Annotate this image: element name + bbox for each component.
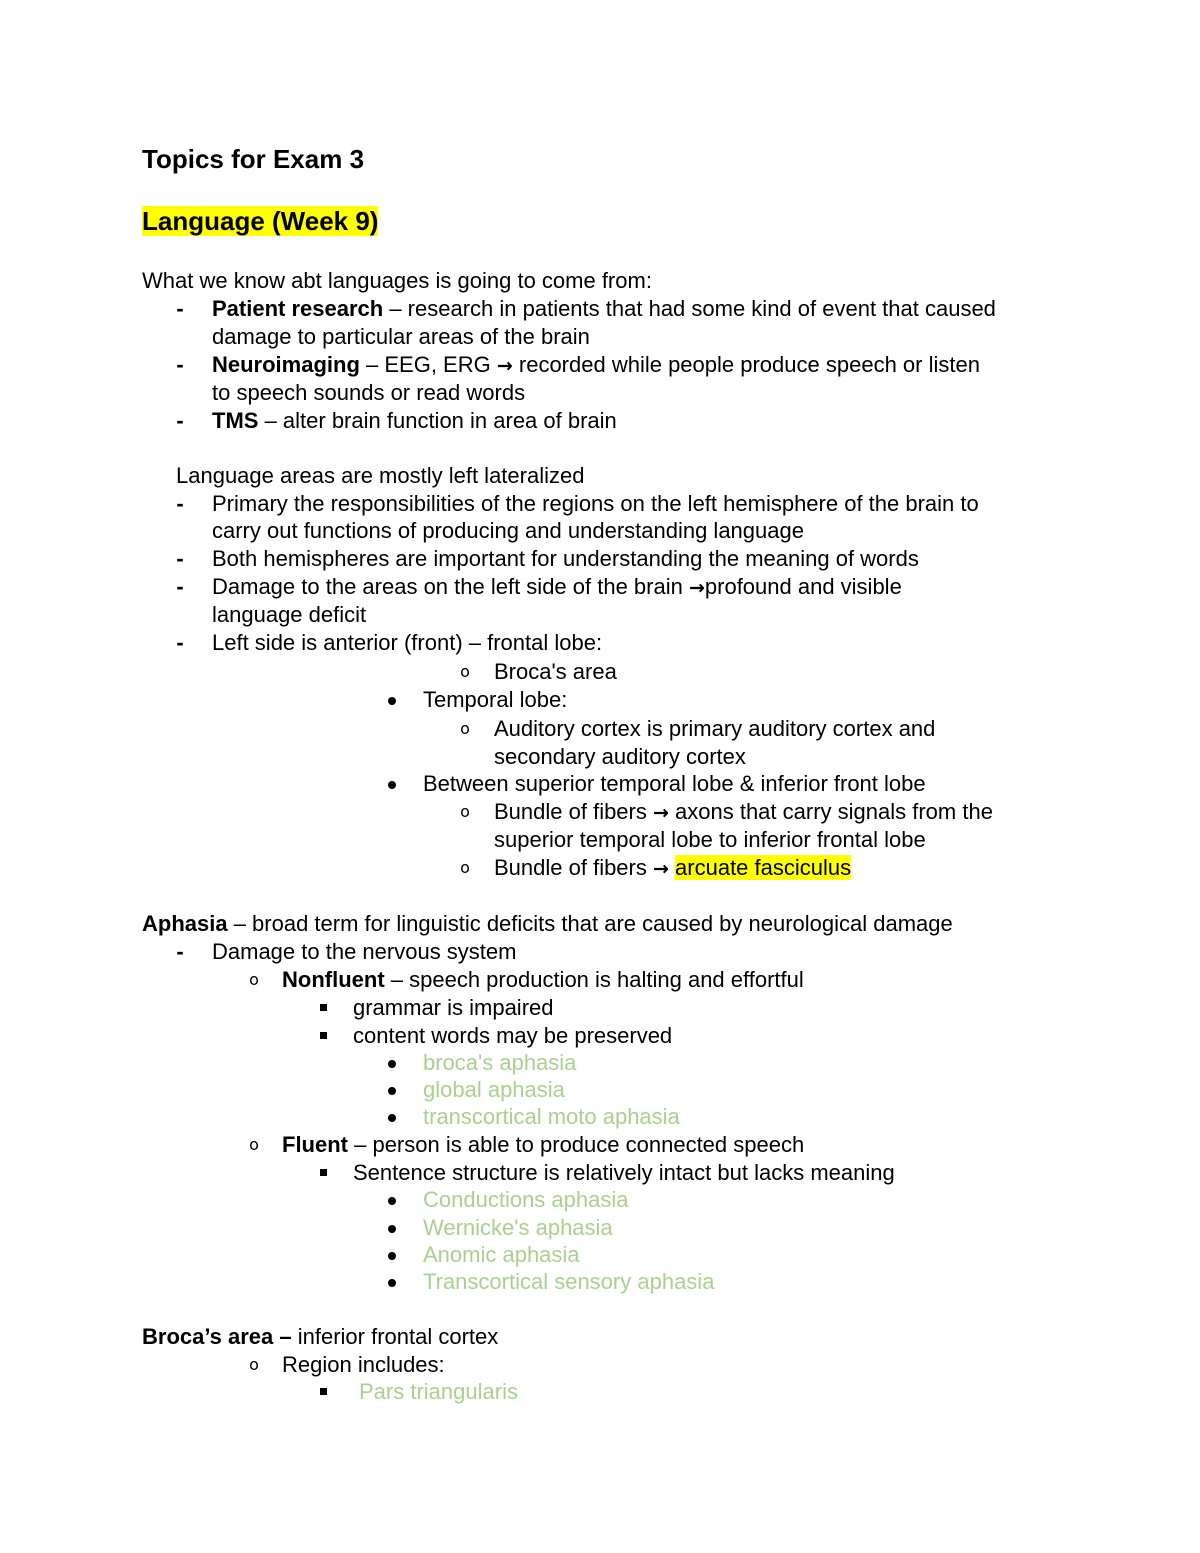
list-item: Broca's area — [494, 659, 617, 684]
bullet-dot — [388, 1087, 396, 1095]
list-item: Between superior temporal lobe & inferior front lobe — [423, 771, 926, 796]
broca-definition — [142, 1324, 498, 1350]
circle-bullet: o — [249, 970, 259, 989]
circle-bullet: o — [249, 1135, 259, 1154]
list-item: Primary the responsibilities of the regions on the left hemisphere of the brain to — [212, 491, 979, 516]
square-bullet — [320, 1169, 327, 1176]
dash-bullet: - — [176, 630, 184, 655]
list-item — [494, 799, 993, 826]
list-item — [282, 967, 804, 993]
list-item-cont: secondary auditory cortex — [494, 744, 746, 769]
desc: recorded while people produce speech or listen — [512, 352, 980, 377]
list-item: Both hemispheres are important for understanding the meaning of words — [212, 546, 919, 571]
circle-bullet: o — [460, 858, 470, 877]
dash-bullet: - — [176, 408, 184, 433]
term: Nonfluent — [282, 967, 385, 992]
term: Fluent — [282, 1132, 348, 1157]
term: Broca’s area – — [142, 1324, 292, 1349]
square-bullet — [320, 1004, 327, 1011]
intro-text: What we know abt languages is going to come from: — [142, 268, 652, 293]
page-title: Topics for Exam 3 — [142, 144, 365, 174]
list-item-cont: language deficit — [212, 602, 367, 627]
circle-bullet: o — [249, 1355, 259, 1374]
desc: – EEG, ERG — [359, 352, 497, 377]
region-item: Pars triangularis — [359, 1379, 518, 1404]
dash-bullet: - — [176, 296, 184, 321]
desc: – speech production is halting and effortful — [384, 967, 804, 992]
highlighted-term: arcuate fasciculus — [675, 855, 852, 880]
bullet-dot — [388, 781, 396, 789]
aphasia-type: Transcortical sensory aphasia — [423, 1269, 715, 1294]
list-item: Left side is anterior (front) – frontal lobe: — [212, 630, 603, 655]
desc: inferior frontal cortex — [291, 1324, 499, 1349]
aphasia-type: broca's aphasia — [423, 1050, 577, 1075]
list-item-cont: superior temporal lobe to inferior frontal lobe — [494, 827, 926, 852]
arrow-icon: → — [688, 577, 705, 599]
list-item-cont: damage to particular areas of the brain — [212, 324, 590, 349]
term: TMS — [212, 408, 259, 433]
aphasia-definition — [142, 911, 953, 937]
list-item: Temporal lobe: — [423, 687, 568, 712]
text: axons that carry signals from the — [668, 799, 993, 824]
dash-bullet: - — [176, 574, 184, 599]
bullet-dot — [388, 1197, 396, 1205]
list-item — [494, 855, 851, 882]
bullet-dot — [388, 697, 396, 705]
desc: – person is able to produce connected speech — [348, 1132, 805, 1157]
term: Patient research — [212, 296, 384, 321]
text: Damage to the areas on the left side of the brain — [212, 574, 689, 599]
circle-bullet: o — [460, 662, 470, 681]
bullet-dot — [388, 1225, 396, 1233]
aphasia-type: Anomic aphasia — [423, 1242, 580, 1267]
list-item — [212, 296, 996, 322]
arrow-icon: → — [496, 355, 513, 377]
arrow-icon: → — [652, 858, 669, 880]
text: profound and visible — [704, 574, 902, 599]
list-item: Damage to the nervous system — [212, 939, 517, 964]
section-heading-text: Language (Week 9) — [142, 206, 379, 236]
list-item: Region includes: — [282, 1352, 445, 1377]
list-item: Sentence structure is relatively intact but lacks meaning — [353, 1160, 895, 1185]
list-item: grammar is impaired — [353, 995, 554, 1020]
aphasia-type: global aphasia — [423, 1077, 565, 1102]
arrow-icon: → — [652, 802, 669, 824]
list-item — [282, 1132, 804, 1158]
list-item: content words may be preserved — [353, 1023, 673, 1048]
list-item-cont: to speech sounds or read words — [212, 380, 526, 405]
lateral-intro: Language areas are mostly left lateralized — [176, 463, 585, 488]
desc: – alter brain function in area of brain — [258, 408, 617, 433]
bullet-dot — [388, 1252, 396, 1260]
term: Aphasia — [142, 911, 228, 936]
dash-bullet: - — [176, 546, 184, 571]
bullet-dot — [388, 1279, 396, 1287]
desc: – broad term for linguistic deficits that are caused by neurological damage — [227, 911, 953, 936]
list-item — [212, 574, 902, 601]
text: Bundle of fibers — [494, 855, 653, 880]
text: Bundle of fibers — [494, 799, 653, 824]
desc: – research in patients that had some kind of event that caused — [383, 296, 996, 321]
bullet-dot — [388, 1060, 396, 1068]
dash-bullet: - — [176, 939, 184, 964]
section-heading — [142, 206, 378, 236]
term: Neuroimaging — [212, 352, 360, 377]
circle-bullet: o — [460, 802, 470, 821]
list-item: Auditory cortex is primary auditory cortex and — [494, 716, 936, 741]
dash-bullet: - — [176, 491, 184, 516]
circle-bullet: o — [460, 719, 470, 738]
bullet-dot — [388, 1114, 396, 1122]
square-bullet — [320, 1032, 327, 1039]
aphasia-type: Wernicke's aphasia — [423, 1215, 613, 1240]
list-item — [212, 352, 980, 379]
list-item — [212, 408, 617, 434]
square-bullet — [320, 1388, 327, 1395]
aphasia-type: transcortical moto aphasia — [423, 1104, 680, 1129]
list-item-cont: carry out functions of producing and understanding language — [212, 518, 804, 543]
dash-bullet: - — [176, 352, 184, 377]
aphasia-type: Conductions aphasia — [423, 1187, 629, 1212]
